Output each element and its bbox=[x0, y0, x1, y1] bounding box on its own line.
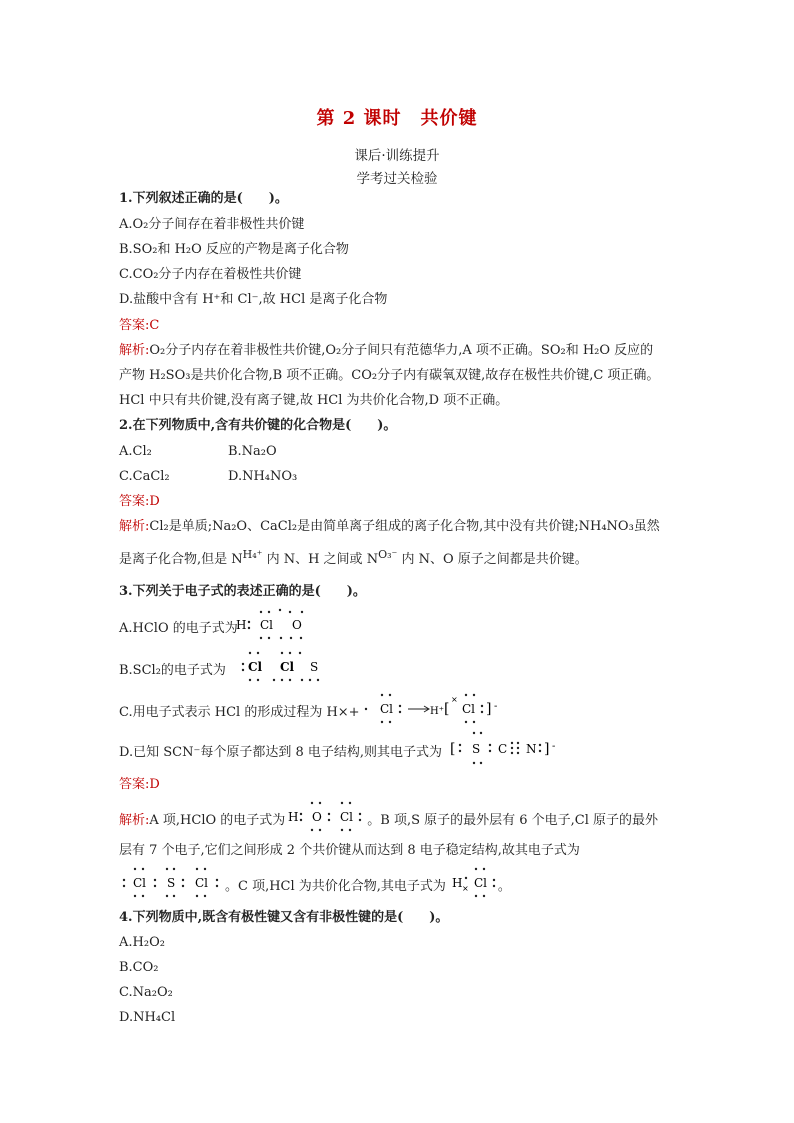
q3-exp-1b: 。B 项,S 原子的最外层有 6 个电子,Cl 原子的最外 bbox=[367, 813, 659, 828]
atom-s-right: S bbox=[310, 660, 319, 674]
section-subtitle-2: 学考过关检验 bbox=[356, 171, 438, 187]
atom-n: N bbox=[526, 742, 537, 756]
atom-o: O bbox=[292, 618, 302, 632]
q2-explanation-2 bbox=[119, 548, 588, 569]
q3-exp-label: 解析: bbox=[119, 813, 150, 828]
q3-option-c-text: C.用电子式表示 HCl 的形成过程为 H×+ bbox=[119, 705, 360, 720]
q2-option-b: B.Na₂O bbox=[228, 444, 277, 459]
q1-exp-text-1: O₂分子内存在着非极性共价键,O₂分子间只有范德华力,A 项不正确。SO₂和 H₂O 反应的 bbox=[149, 343, 654, 358]
atom-cl-left: Cl bbox=[248, 660, 263, 674]
q2-exp-text-1: Cl₂是单质;Na₂O、CaCl₂是由简单离子组成的离子化合物,其中没有共价键;NH₄NO₃虽然 bbox=[149, 519, 660, 534]
q3-option-a-text: A.HClO 的电子式为 bbox=[119, 621, 238, 636]
q1-option-a: A.O₂分子间存在着非极性共价键 bbox=[119, 217, 305, 232]
q1-option-c: C.CO₂分子内存在着极性共价键 bbox=[119, 267, 302, 282]
atom-cl: Cl bbox=[380, 702, 394, 716]
q2-option-d: D.NH₄NO₃ bbox=[228, 469, 298, 484]
q3-exp-3a: 。C 项,HCl 为共价化合物,其电子式为 bbox=[225, 879, 446, 894]
q2-option-c: C.CaCl₂ bbox=[119, 469, 170, 484]
hclo-lewis-wrong bbox=[234, 606, 314, 642]
q4-option-d: D.NH₄Cl bbox=[119, 1010, 176, 1025]
q3-exp-3b: 。 bbox=[497, 879, 511, 894]
q3-option-c bbox=[119, 704, 360, 722]
bracket-left: [ bbox=[450, 741, 456, 757]
q4-stem: 4.下列物质中,既含有极性键又含有非极性键的是( )。 bbox=[119, 910, 449, 925]
q3-option-b bbox=[119, 662, 226, 680]
q1-exp-label: 解析: bbox=[119, 343, 150, 358]
q3-exp-1a: A 项,HClO 的电子式为 bbox=[149, 813, 286, 828]
bracket-right: ] bbox=[544, 741, 550, 757]
hclo-lewis-correct bbox=[286, 798, 368, 834]
q2-explanation-1 bbox=[119, 518, 660, 536]
atom-s: S bbox=[472, 742, 481, 756]
page-title: 第 2 课时 共价键 bbox=[316, 108, 478, 129]
atom-cl-left: Cl bbox=[133, 876, 147, 890]
atom-cl: Cl bbox=[474, 876, 488, 890]
q3-option-a bbox=[119, 620, 238, 638]
q3-explanation-1 bbox=[119, 812, 658, 830]
q2-option-a: A.Cl₂ bbox=[119, 444, 152, 459]
q3-answer: 答案:D bbox=[119, 777, 160, 792]
q1-answer: 答案:C bbox=[119, 318, 160, 333]
ion-h-plus: H⁺ bbox=[430, 706, 444, 717]
atom-h: H bbox=[288, 810, 299, 824]
scl2-lewis-wrong bbox=[238, 648, 328, 684]
atom-h: H bbox=[236, 618, 247, 632]
atom-c: C bbox=[498, 742, 508, 756]
q3-stem: 3.下列关于电子式的表述正确的是( )。 bbox=[119, 584, 366, 599]
q1-explanation-3: HCl 中只有共价键,没有离子键,故 HCl 为共价化合物,D 项不正确。 bbox=[119, 393, 509, 408]
section-subtitle: 课后·训练提升 bbox=[354, 148, 440, 164]
hcl-formation-diagram bbox=[362, 690, 512, 726]
q3-option-d-text: D.已知 SCN⁻每个原子都达到 8 电子结构,则其电子式为 bbox=[119, 745, 442, 760]
q4-option-a: A.H₂O₂ bbox=[119, 935, 165, 950]
scn-lewis-structure bbox=[448, 728, 578, 768]
q2-answer: 答案:D bbox=[119, 494, 160, 509]
scl2-lewis-correct bbox=[119, 864, 225, 900]
atom-cl-middle: Cl bbox=[280, 660, 295, 674]
atom-s: S bbox=[167, 876, 176, 890]
svg-text:×: × bbox=[451, 695, 458, 704]
bracket-left: [ bbox=[444, 701, 450, 717]
q3-option-b-text: B.SCl₂的电子式为 bbox=[119, 663, 226, 678]
q1-option-d: D.盐酸中含有 H⁺和 Cl⁻,故 HCl 是离子化合物 bbox=[119, 292, 388, 307]
atom-h: H bbox=[452, 876, 463, 890]
q1-explanation-1 bbox=[119, 342, 653, 360]
atom-o: O bbox=[312, 810, 322, 824]
q1-explanation-2: 产物 H₂SO₃是共价化合物,B 项不正确。CO₂分子内有碳氧双键,故存在极性共价键,C 项正确。 bbox=[119, 368, 660, 383]
q2-exp-2a: 是离子化合物,但是 N bbox=[119, 552, 243, 567]
charge-minus: - bbox=[494, 701, 498, 712]
nitrate-formula: O₃⁻ bbox=[378, 548, 398, 561]
bracket-right: ] bbox=[486, 701, 492, 717]
q4-option-b: B.CO₂ bbox=[119, 960, 159, 975]
q2-stem: 2.在下列物质中,含有共价键的化合物是( )。 bbox=[119, 418, 397, 433]
q2-exp-2c: 内 N、H 之间或 N bbox=[262, 552, 379, 567]
q2-exp-2e: 内 N、O 原子之间都是共价键。 bbox=[397, 552, 588, 567]
q2-exp-label: 解析: bbox=[119, 519, 150, 534]
q3-explanation-2: 层有 7 个电子,它们之间形成 2 个共价键从而达到 8 电子稳定结构,故其电子式为 bbox=[119, 843, 580, 858]
charge-minus: - bbox=[552, 741, 556, 752]
atom-cl-ion: Cl bbox=[462, 702, 476, 716]
ammonium-formula: H₄⁺ bbox=[242, 548, 263, 561]
svg-text:×: × bbox=[462, 884, 469, 893]
q1-option-b: B.SO₂和 H₂O 反应的产物是离子化合物 bbox=[119, 242, 349, 257]
hcl-lewis-correct bbox=[450, 864, 502, 900]
q3-option-d bbox=[119, 744, 442, 762]
atom-cl: Cl bbox=[340, 810, 354, 824]
atom-cl-right: Cl bbox=[195, 876, 209, 890]
q1-stem: 1.下列叙述正确的是( )。 bbox=[119, 191, 288, 206]
q4-option-c: C.Na₂O₂ bbox=[119, 985, 173, 1000]
atom-cl: Cl bbox=[260, 618, 274, 632]
